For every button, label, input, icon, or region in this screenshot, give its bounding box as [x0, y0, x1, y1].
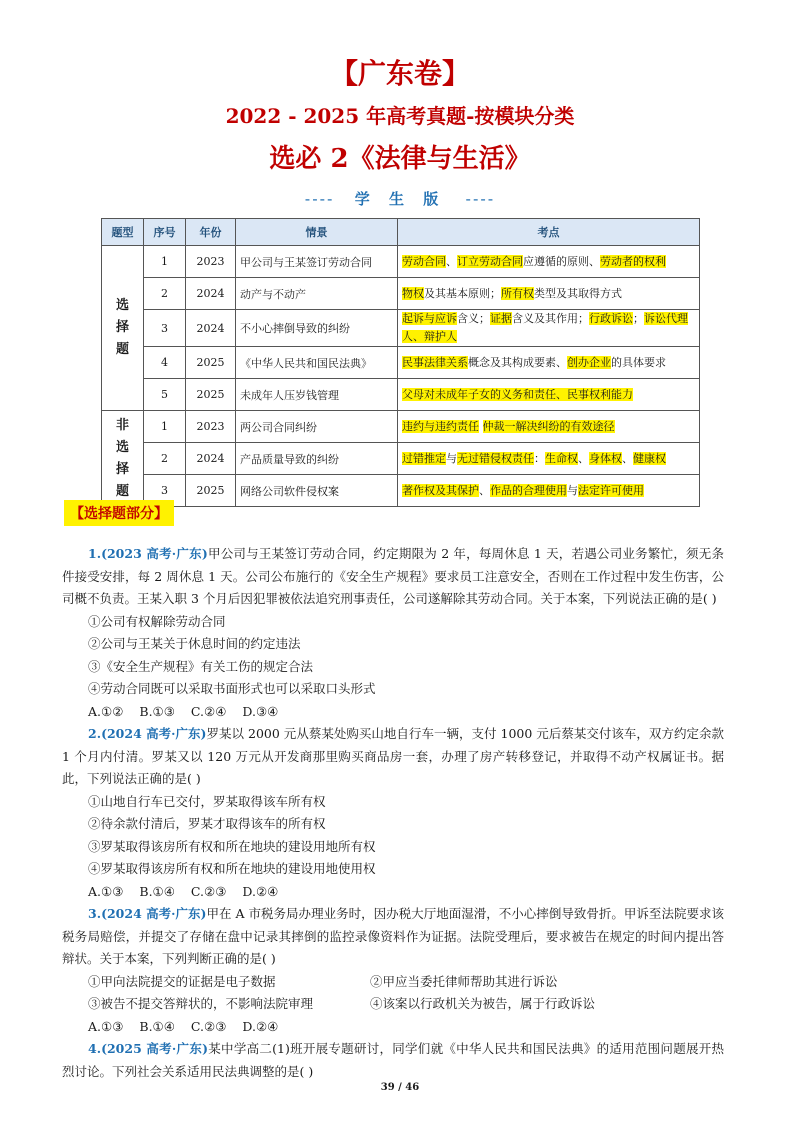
row-year: 2024	[186, 278, 236, 310]
edition-label: 学 生 版	[354, 190, 446, 208]
topic-text: 应遵循的原则、	[523, 254, 600, 268]
row-topics	[398, 310, 700, 347]
row-scene: 未成年人压岁钱管理	[236, 379, 398, 411]
question-type-char: 题	[115, 342, 129, 357]
topic-highlight: 健康权	[633, 451, 666, 465]
question-type-char: 择	[115, 320, 129, 335]
table-row	[102, 310, 700, 347]
row-year: 2025	[186, 347, 236, 379]
row-year: 2023	[186, 411, 236, 443]
question-source-label: (2024 高考·广东)	[101, 906, 207, 921]
question-source	[88, 546, 208, 561]
option-item: ①山地自行车已交付，罗某取得该车所有权	[88, 793, 326, 809]
question-type-char: 选	[115, 298, 129, 313]
topic-text: ：	[534, 451, 545, 465]
edition-dash-right: ----	[465, 190, 496, 208]
row-number: 5	[144, 379, 186, 411]
topic-text: 与	[446, 451, 457, 465]
topic-text: 类型及其取得方式	[534, 286, 622, 300]
row-year: 2023	[186, 246, 236, 278]
row-year: 2024	[186, 443, 236, 475]
question-text: 某中学高二(1)班开展专题研讨，同学们就《中华人民共和国民法典》的适用范围问题展开热烈讨论。下列社会关系适用民法典调整的是( )	[62, 1041, 724, 1079]
question-stem	[62, 903, 724, 971]
row-topics	[398, 443, 700, 475]
answer-choices: A.①③ B.①④ C.②③ D.②④	[88, 1018, 279, 1034]
question-source-label: (2023 高考·广东)	[101, 546, 208, 561]
topic-highlight: 父母对未成年子女的义务和责任、民事权利能力	[402, 387, 633, 401]
topic-highlight: 起诉与应诉	[402, 312, 457, 325]
row-scene: 甲公司与王某签订劳动合同	[236, 246, 398, 278]
row-year: 2024	[186, 310, 236, 347]
option-item: ①公司有权解除劳动合同	[88, 613, 226, 629]
question-type-char: 择	[115, 461, 129, 477]
topic-text: 含义及其作用；	[512, 312, 589, 325]
question-type-char: 题	[115, 483, 129, 499]
question-number: 1.	[88, 546, 102, 561]
topic-highlight: 行政诉讼	[589, 312, 633, 325]
question-stem	[62, 723, 724, 791]
col-header-topics: 考点	[398, 219, 700, 246]
topic-text: 、	[622, 451, 633, 465]
col-header-number: 序号	[144, 219, 186, 246]
table-row	[102, 278, 700, 310]
table-row	[102, 246, 700, 278]
topic-highlight: 过错推定	[402, 451, 446, 465]
edition-line	[0, 188, 800, 209]
topic-highlight: 法定许可使用	[578, 483, 644, 497]
col-header-type: 题型	[102, 219, 144, 246]
topic-table	[101, 218, 700, 507]
row-scene: 产品质量导致的纠纷	[236, 443, 398, 475]
topic-text: ；	[633, 312, 644, 325]
topic-text: 、	[446, 254, 457, 268]
row-topics	[398, 411, 700, 443]
question-text: 甲公司与王某签订劳动合同，约定期限为 2 年，每周休息 1 天，若遇公司业务繁忙，须无条件接受安排，每 2 周休息 1 天。公司公布施行的《安全生产规程》要求员工注意安全，否则在工作过程中发生伤害，公司概不负责。王某入职 3 个月后因犯罪被依法追究刑事责任，公司遂解除其劳动合同。关于本案，下列说法正确的是( )	[62, 546, 724, 606]
row-number: 2	[144, 443, 186, 475]
topic-highlight: 劳动者的权利	[600, 254, 666, 268]
topic-text	[479, 420, 483, 433]
row-topics	[398, 475, 700, 507]
row-number: 4	[144, 347, 186, 379]
question-source-label: (2025 高考·广东)	[101, 1041, 209, 1056]
question-text: 甲在 A 市税务局办理业务时，因办税大厅地面湿滑，不小心摔倒导致骨折。甲诉至法院要求该税务局赔偿，并提交了存储在盘中记录其摔倒的监控录像资料作为证据。法院受理后，要求被告在规定的时间内提出答辩状。关于本案，下列判断正确的是( )	[62, 906, 724, 966]
topic-text: 及其基本原则；	[424, 286, 501, 300]
topic-highlight: 身体权	[589, 451, 622, 465]
option-item: ④罗某取得该房所有权和所在地块的建设用地使用权	[88, 861, 376, 876]
option-item: ②待余款付清后，罗某才取得该车的所有权	[88, 816, 326, 831]
question-number: 2.	[88, 726, 102, 741]
question-text: 罗某以 2000 元从蔡某处购买山地自行车一辆，支付 1000 元后蔡某交付该车，双方约定余款 1 个月内付清。罗某又以 120 万元从开发商那里购买商品房一套，办理了房产转移登记，并取得不动产权属证书。据此，下列说法正确的是( )	[62, 726, 724, 786]
col-header-year: 年份	[186, 219, 236, 246]
row-number: 1	[144, 411, 186, 443]
row-topics	[398, 347, 700, 379]
answer-choices: A.①② B.①③ C.②④ D.③④	[88, 703, 279, 719]
topic-highlight: 订立劳动合同	[457, 254, 523, 268]
col-header-scene: 情景	[236, 219, 398, 246]
topic-highlight: 著作权及其保护	[402, 483, 479, 497]
question-type-cell	[102, 246, 144, 411]
question-type-char: 选	[115, 439, 129, 455]
row-year: 2025	[186, 379, 236, 411]
topic-highlight: 创办企业	[567, 355, 611, 369]
topic-highlight: 无过错侵权责任	[457, 451, 534, 465]
question-type-char: 非	[115, 417, 129, 433]
topic-text: 与	[567, 483, 578, 497]
option-row	[62, 971, 724, 994]
question-stem	[62, 543, 724, 611]
module-title: 选必 2《法律与生活》	[269, 144, 531, 174]
row-topics	[398, 246, 700, 278]
question-type-cell	[102, 411, 144, 507]
row-number: 3	[144, 310, 186, 347]
row-scene: 不小心摔倒导致的纠纷	[236, 310, 398, 347]
question-source	[88, 1041, 208, 1056]
option-item: ③被告不提交答辩状的，不影响法院审理	[88, 996, 314, 1011]
question-source	[88, 906, 206, 921]
option-item: ③罗某取得该房所有权和所在地块的建设用地所有权	[88, 838, 376, 854]
collection-subtitle: 2022 - 2025 年高考真题-按模块分类	[225, 104, 575, 128]
topic-highlight: 民事法律关系	[402, 355, 468, 369]
topic-text: 的具体要求	[611, 355, 666, 369]
row-topics	[398, 278, 700, 310]
question-source	[88, 726, 206, 741]
topic-highlight: 证据	[490, 312, 512, 325]
section-title: 【选择题部分】	[64, 500, 174, 526]
option-item: ②甲应当委托律师帮助其进行诉讼	[370, 973, 558, 989]
topic-text: 、	[479, 483, 490, 497]
topic-text: 含义；	[457, 312, 490, 325]
table-header-row	[102, 219, 700, 246]
question-list	[62, 543, 724, 1083]
row-scene: 两公司合同纠纷	[236, 411, 398, 443]
volume-title: 【广东卷】	[329, 57, 470, 90]
topic-highlight: 所有权	[501, 286, 534, 300]
option-item: ①甲向法院提交的证据是电子数据	[88, 973, 276, 989]
topic-highlight: 物权	[402, 286, 424, 300]
question-number: 4.	[88, 1041, 102, 1056]
option-item: ④劳动合同既可以采取书面形式也可以采取口头形式	[88, 681, 376, 696]
answer-choices: A.①③ B.①④ C.②③ D.②④	[88, 883, 279, 899]
edition-dash-left: ----	[304, 190, 335, 208]
row-number: 2	[144, 278, 186, 310]
question-stem	[62, 1038, 724, 1083]
option-item: ③《安全生产规程》有关工伤的规定合法	[88, 658, 314, 674]
topic-highlight: 劳动合同	[402, 254, 446, 268]
row-topics	[398, 379, 700, 411]
page-number: 39 / 46	[380, 1082, 420, 1093]
row-year: 2025	[186, 475, 236, 507]
row-scene: 网络公司软件侵权案	[236, 475, 398, 507]
option-item: ④该案以行政机关为被告，属于行政诉讼	[370, 996, 596, 1011]
option-item: ②公司与王某关于休息时间的约定违法	[88, 636, 301, 651]
table-row	[102, 379, 700, 411]
row-number: 3	[144, 475, 186, 507]
topic-highlight: 作品的合理使用	[490, 483, 567, 497]
table-row	[102, 475, 700, 507]
topic-highlight: 生命权	[545, 451, 578, 465]
table-row	[102, 411, 700, 443]
table-row	[102, 443, 700, 475]
topic-highlight: 仲裁一解决纠纷的有效途径	[482, 419, 615, 433]
question-source-label: (2024 高考·广东)	[101, 726, 207, 741]
option-row	[62, 993, 724, 1016]
topic-text: 概念及其构成要素、	[468, 355, 567, 369]
row-scene: 动产与不动产	[236, 278, 398, 310]
topic-highlight: 诉讼代理人、辩护人	[402, 312, 688, 343]
topic-highlight: 违约与违约责任	[402, 419, 479, 433]
table-row	[102, 347, 700, 379]
row-number: 1	[144, 246, 186, 278]
topic-text: 、	[578, 451, 589, 465]
row-scene: 《中华人民共和国民法典》	[236, 347, 398, 379]
question-number: 3.	[88, 906, 102, 921]
